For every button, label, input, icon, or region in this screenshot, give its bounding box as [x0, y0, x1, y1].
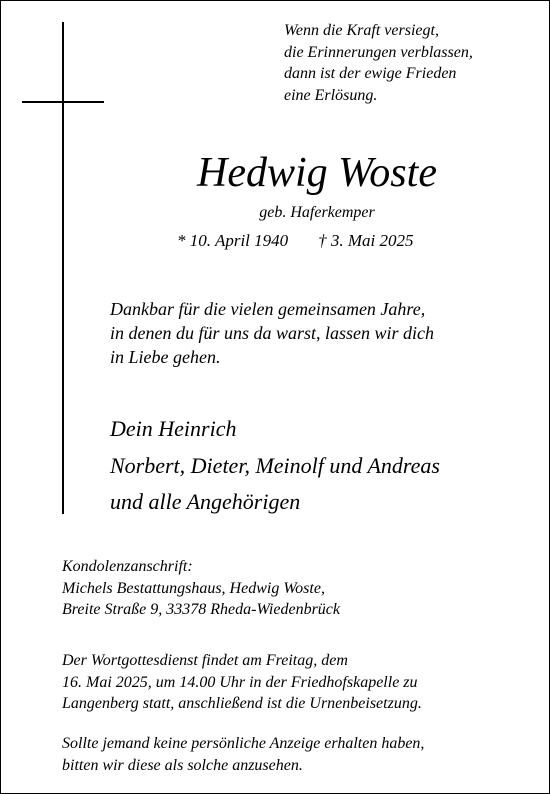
service-line: Der Wortgottesdienst findet am Freitag, dem	[62, 652, 348, 669]
service-line: 16. Mai 2025, um 14.00 Uhr in der Friedhofskapelle zu	[62, 673, 418, 691]
signoff-line: Dein Heinrich	[110, 416, 237, 441]
service-info	[62, 650, 422, 715]
notice-line: Sollte jemand keine persönliche Anzeige erhalten haben,	[62, 735, 425, 752]
thanks-line: Dankbar für die vielen gemeinsamen Jahre,	[110, 299, 426, 319]
notice-line: bitten wir diese als solche anzusehen.	[62, 756, 303, 774]
motto-line: eine Erlösung.	[284, 86, 378, 104]
life-dates	[177, 230, 414, 252]
cross-horizontal-bar	[22, 101, 104, 103]
maiden-name: geb. Haferkemper	[259, 204, 375, 221]
motto-line: dann ist der ewige Frieden	[284, 65, 457, 82]
address-line: Kondolenzanschrift:	[62, 558, 193, 575]
motto-line: Wenn die Kraft versiegt,	[284, 22, 439, 39]
cross-vertical-bar	[62, 22, 64, 514]
thanks-line: in denen du für uns da warst, lassen wir dich	[110, 323, 435, 343]
thanks-line: in Liebe gehen.	[110, 347, 221, 367]
signoff-line: Norbert, Dieter, Meinolf und Andreas	[110, 452, 440, 478]
signoff-line: und alle Angehörigen	[110, 489, 301, 514]
motto-verse	[284, 20, 473, 106]
birth-date: * 10. April 1940	[177, 231, 289, 250]
mourners-signoff	[110, 411, 440, 521]
service-line: Langenberg statt, anschließend ist die Urnenbeisetzung.	[62, 695, 422, 712]
death-date: † 3. Mai 2025	[318, 231, 414, 250]
thanks-text	[110, 297, 434, 369]
personal-notice	[62, 733, 424, 776]
address-line: Michels Bestattungshaus, Hedwig Woste,	[62, 579, 325, 597]
deceased-name: Hedwig Woste	[197, 150, 437, 196]
address-line: Breite Straße 9, 33378 Rheda-Wiedenbrück	[62, 601, 340, 618]
motto-line: die Erinnerungen verblassen,	[284, 43, 473, 61]
condolence-address	[62, 556, 340, 621]
